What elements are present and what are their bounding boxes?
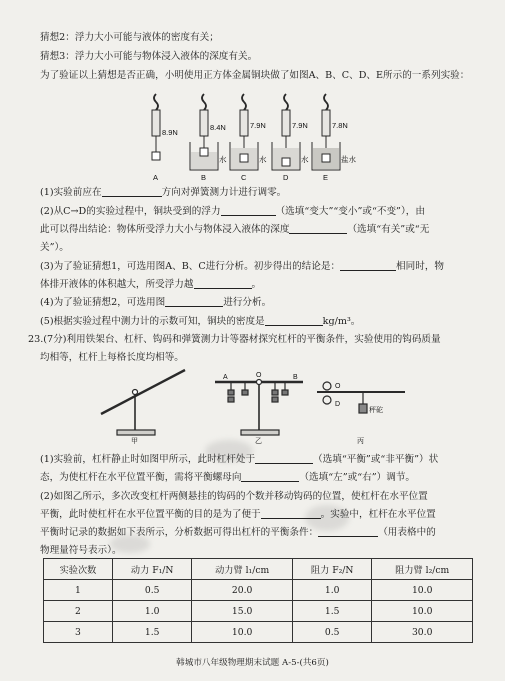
problem-23-line1: 23.(7分)利用铁架台、杠杆、钩码和弹簧测力计等器材探究杠杆的平衡条件，实验使用的钩码质量 (28, 334, 441, 345)
cell: 1.5 (292, 601, 371, 622)
scale-c (230, 94, 258, 170)
table-row (44, 601, 473, 622)
reading-d: 7.9N (292, 121, 308, 130)
scale-e (312, 94, 340, 170)
label-d: D (283, 173, 289, 182)
table-header-row (44, 559, 473, 580)
liquid-d: 水 (301, 155, 309, 164)
scale-b (190, 94, 218, 170)
mark-b: B (293, 374, 298, 381)
cell: 0.5 (292, 622, 371, 643)
cell: 0.5 (112, 580, 191, 601)
header-l1: 动力臂 l₁/cm (192, 559, 293, 580)
cell: 1.5 (112, 622, 191, 643)
mark-o: O (256, 372, 262, 379)
scale-d (272, 94, 300, 170)
mark-a: A (223, 374, 228, 381)
reading-e: 7.8N (332, 121, 348, 130)
buoyancy-experiment-figure (140, 92, 380, 182)
caption-bing: 丙 (357, 438, 364, 444)
q2-line3: 关”）。 (40, 242, 69, 253)
answer-blank[interactable] (165, 297, 223, 307)
answer-blank[interactable] (194, 279, 252, 289)
caption-yi: 乙 (255, 438, 262, 444)
cell: 10.0 (372, 580, 473, 601)
q3-line1: (3)为了验证猜想1，可选用图A、B、C进行分析。初步得出的结论是： 相同时，物 (40, 261, 445, 272)
cell: 3 (44, 622, 113, 643)
label-c: C (241, 173, 247, 182)
answer-blank[interactable] (340, 261, 396, 271)
guess-2: 猜想2：浮力大小可能与液体的密度有关； (40, 32, 219, 43)
cell: 1.0 (112, 601, 191, 622)
answer-blank[interactable] (261, 509, 321, 519)
lever-data-table (43, 558, 473, 643)
caption-jia: 甲 (131, 438, 138, 444)
liquid-c: 水 (259, 155, 267, 164)
header-f1: 动力 F₁/N (112, 559, 191, 580)
answer-blank[interactable] (241, 472, 299, 482)
s2-line4: 物理量符号表示）。 (40, 545, 122, 556)
q5: (5)根据实验过程中测力计的示数可知，铜块的密度是 kg/m³。 (40, 316, 361, 327)
problem-23-line2: 均相等，杠杆上每格长度均相等。 (40, 352, 184, 363)
q3-line2: 体排开液体的体积越大，所受浮力越 。 (40, 279, 262, 290)
header-trial: 实验次数 (44, 559, 113, 580)
answer-blank[interactable] (255, 454, 313, 464)
cell: 30.0 (372, 622, 473, 643)
reading-a: 8.9N (162, 128, 178, 137)
answer-blank[interactable] (289, 224, 347, 234)
table-row (44, 580, 473, 601)
label-a: A (153, 173, 159, 182)
q2-line2: 此可以得出结论：物体所受浮力大小与物体浸入液体的深度 （选填“有关”或“无 (40, 224, 430, 235)
lever-figure (95, 362, 415, 444)
bing-point-d: D (335, 401, 341, 408)
cell: 1 (44, 580, 113, 601)
label-e: E (323, 173, 329, 182)
cell: 20.0 (192, 580, 293, 601)
liquid-e: 盐水 (341, 155, 356, 164)
table-row (44, 622, 473, 643)
q4: (4)为了验证猜想2，可选用图 进行分析。 (40, 297, 272, 308)
lever-bing (317, 382, 405, 413)
reading-c: 7.9N (250, 121, 266, 130)
page-footer: 韩城市八年级物理期末试题 A-5-(共6页) (176, 658, 329, 668)
header-l2: 阻力臂 l₂/cm (372, 559, 473, 580)
lever-yi (215, 380, 303, 436)
experiment-intro: 为了验证以上猜想是否正确，小明使用正方体金属铜块做了如图A、B、C、D、E所示的一系列实验： (40, 70, 470, 81)
q2-line1: (2)从C→D的实验过程中，铜块受到的浮力 （选填“变大”“变小”或“不变”），由 (40, 206, 425, 217)
answer-blank[interactable] (221, 206, 276, 216)
answer-blank[interactable] (102, 187, 162, 197)
s2-line1: (2)如图乙所示，多次改变杠杆两侧悬挂的钩码的个数并移动钩码的位置，使杠杆在水平位置 (40, 491, 428, 502)
cell: 1.0 (292, 580, 371, 601)
header-f2: 阻力 F₂/N (292, 559, 371, 580)
liquid-b: 水 (219, 155, 227, 164)
cell: 10.0 (372, 601, 473, 622)
s1-line1: (1)实验前，杠杆静止时如图甲所示，此时杠杆处于 （选填“平衡”或“非平衡”）状 (40, 454, 439, 465)
answer-blank[interactable] (265, 316, 323, 326)
bing-point-o: O (335, 383, 341, 390)
q1: (1)实验前应在 方向对弹簧测力计进行调零。 (40, 187, 287, 198)
scale-a (152, 94, 160, 160)
guess-3: 猜想3：浮力大小可能与物体浸入液体的深度有关。 (40, 51, 258, 62)
cell: 10.0 (192, 622, 293, 643)
answer-blank[interactable] (318, 527, 378, 537)
label-b: B (201, 173, 207, 182)
cell: 15.0 (192, 601, 293, 622)
s2-line2: 平衡，此时使杠杆在水平位置平衡的目的是为了便于 。实验中，杠杆在水平位置 (40, 509, 436, 520)
s2-line3: 平衡时记录的数据如下表所示，分析数据可得出杠杆的平衡条件： （用表格中的 (40, 527, 436, 538)
s1-line2: 态，为使杠杆在水平位置平衡，需将平衡螺母向 （选填“左”或“右”）调节。 (40, 472, 416, 483)
cell: 2 (44, 601, 113, 622)
weight-label: 秤砣 (369, 407, 383, 414)
reading-b: 8.4N (210, 123, 226, 132)
lever-jia (101, 370, 185, 435)
